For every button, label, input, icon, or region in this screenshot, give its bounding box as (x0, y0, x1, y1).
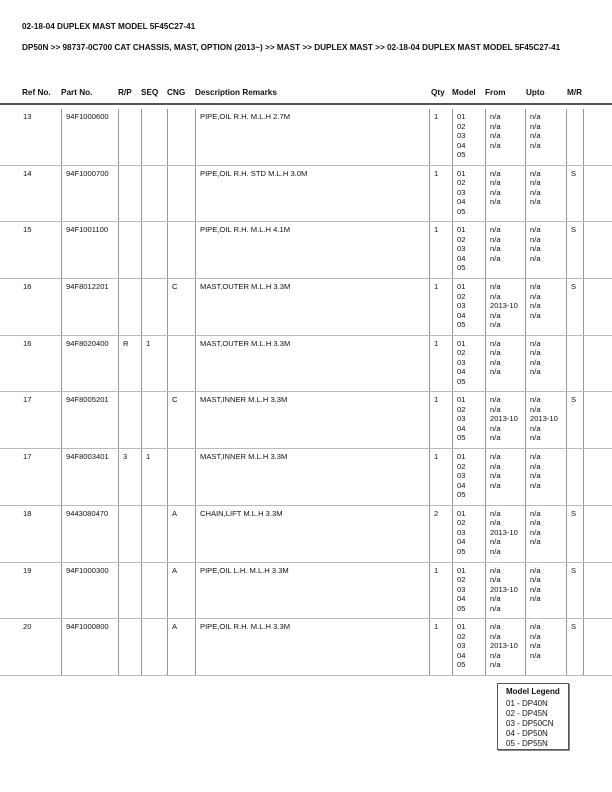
cell-upto-line: n/a (530, 508, 541, 518)
cell-from-line: n/a (490, 178, 501, 188)
cell-mr: S (566, 222, 584, 278)
cell-ref: 16 (23, 282, 32, 292)
cell-rp (118, 222, 141, 278)
cell-from-line: n/a (490, 282, 501, 292)
cell-seq: 1 (141, 449, 167, 505)
table-row (0, 166, 612, 223)
cell-model-line: 05 (457, 490, 466, 500)
cell-part: 94F1000800 (61, 619, 118, 675)
table-row (0, 279, 612, 336)
cell-model (452, 279, 485, 335)
cell-model-line: 03 (457, 301, 466, 311)
cell-upto-line: n/a (530, 310, 541, 320)
cell-from (485, 506, 525, 562)
cell-from (485, 222, 525, 278)
cell-part: 94F1000300 (61, 563, 118, 619)
cell-model-line: 02 (457, 121, 466, 131)
cell-model-line: 03 (457, 414, 466, 424)
cell-from-line: n/a (490, 253, 501, 263)
cell-desc: PIPE,OIL R.H. M.L.H 2.7M (195, 109, 428, 165)
cell-cng (167, 222, 195, 278)
cell-upto-line: n/a (530, 641, 541, 651)
cell-ref: 20 (23, 622, 32, 632)
cell-model-line: 01 (457, 452, 466, 462)
cell-from-line: n/a (490, 168, 501, 178)
cell-seq (141, 506, 167, 562)
cell-model-line: 03 (457, 641, 466, 651)
cell-upto-line: n/a (530, 423, 541, 433)
legend-title: Model Legend (506, 687, 560, 696)
cell-model-line: 05 (457, 546, 466, 556)
cell-seq (141, 392, 167, 448)
cell-upto-line: n/a (530, 291, 541, 301)
cell-from-line: n/a (490, 660, 501, 670)
cell-from-line: n/a (490, 537, 501, 547)
cell-mr: S (566, 506, 584, 562)
header-rp: R/P (118, 88, 132, 97)
cell-from-line: n/a (490, 594, 501, 603)
cell-model-line: 03 (457, 244, 466, 254)
cell-upto-line: n/a (530, 433, 541, 443)
cell-from (485, 619, 525, 675)
cell-model-line: 05 (457, 433, 466, 443)
cell-model (452, 109, 485, 165)
legend-item: 04 - DP50N (506, 729, 548, 738)
cell-from-line: n/a (490, 395, 501, 405)
cell-part: 94F8003401 (61, 449, 118, 505)
cell-qty: 1 (429, 563, 452, 619)
table-row (0, 222, 612, 279)
cell-upto-line: n/a (530, 575, 541, 584)
cell-upto-line: n/a (530, 631, 541, 641)
cell-mr (566, 336, 584, 392)
cell-cng (167, 449, 195, 505)
cell-model-line: 05 (457, 376, 466, 386)
cell-qty: 2 (429, 506, 452, 562)
cell-upto-line: n/a (530, 244, 541, 254)
cell-from-line: n/a (490, 112, 501, 121)
cell-model-line: 05 (457, 150, 466, 159)
cell-model-line: 04 (457, 537, 466, 547)
cell-ref: 16 (23, 338, 32, 348)
cell-rp (118, 109, 141, 165)
cell-from-line: n/a (490, 433, 501, 443)
cell-from-line: 2013-10 (490, 641, 518, 651)
cell-cng: C (167, 279, 195, 335)
cell-cng: A (167, 619, 195, 675)
cell-cng: A (167, 506, 195, 562)
cell-upto-line: n/a (530, 584, 541, 594)
cell-upto-line: n/a (530, 395, 541, 405)
cell-upto-line: n/a (530, 527, 541, 537)
cell-ref: 14 (23, 168, 32, 178)
cell-from-line: n/a (490, 338, 501, 348)
cell-from-line: n/a (490, 197, 501, 207)
cell-upto-line: n/a (530, 367, 541, 377)
cell-from-line: n/a (490, 320, 501, 330)
header-from: From (485, 88, 506, 97)
cell-mr (566, 109, 584, 165)
model-legend (497, 683, 569, 750)
cell-part: 94F1000600 (61, 109, 118, 165)
cell-part: 94F1001100 (61, 222, 118, 278)
cell-from (485, 563, 525, 619)
cell-ref: 17 (23, 452, 32, 462)
cell-from-line: n/a (490, 508, 501, 518)
cell-from-line: n/a (490, 225, 501, 235)
cell-model-line: 01 (457, 395, 466, 405)
cell-upto-line: n/a (530, 338, 541, 348)
cell-upto-line: n/a (530, 650, 541, 660)
cell-model-line: 02 (457, 404, 466, 414)
cell-upto-line: n/a (530, 348, 541, 358)
cell-model (452, 166, 485, 222)
cell-upto (525, 279, 566, 335)
cell-from-line: n/a (490, 348, 501, 358)
cell-desc: PIPE,OIL R.H. M.L.H 4.1M (195, 222, 428, 278)
legend-item: 02 - DP45N (506, 709, 548, 718)
cell-seq (141, 222, 167, 278)
cell-upto-line: n/a (530, 301, 541, 311)
cell-upto (525, 563, 566, 619)
cell-from (485, 279, 525, 335)
cell-upto-line: n/a (530, 518, 541, 528)
cell-model-line: 02 (457, 178, 466, 188)
cell-upto-line: n/a (530, 140, 541, 150)
cell-qty: 1 (429, 449, 452, 505)
cell-from (485, 109, 525, 165)
cell-model (452, 449, 485, 505)
header-upto: Upto (526, 88, 545, 97)
cell-qty: 1 (429, 166, 452, 222)
table-row (0, 392, 612, 449)
legend-item: 05 - DP55N (506, 739, 548, 748)
cell-model-line: 01 (457, 282, 466, 292)
cell-model-line: 02 (457, 234, 466, 244)
cell-from-line: n/a (490, 650, 501, 660)
cell-model-line: 04 (457, 310, 466, 320)
cell-model-line: 05 (457, 206, 466, 216)
cell-mr: S (566, 392, 584, 448)
cell-upto-line: n/a (530, 452, 541, 462)
cell-model-line: 02 (457, 518, 466, 528)
cell-from-line: n/a (490, 367, 501, 377)
cell-from-line: n/a (490, 565, 501, 575)
cell-cng: C (167, 392, 195, 448)
cell-upto-line: n/a (530, 121, 541, 131)
cell-model-line: 01 (457, 565, 466, 575)
cell-model (452, 222, 485, 278)
cell-model-line: 03 (457, 471, 466, 481)
cell-cng (167, 109, 195, 165)
cell-cng: A (167, 563, 195, 619)
cell-desc: PIPE,OIL R.H. M.L.H 3.3M (195, 619, 428, 675)
header-qty: Qty (431, 88, 445, 97)
cell-model-line: 02 (457, 631, 466, 641)
cell-upto-line: n/a (530, 480, 541, 490)
cell-from-line: n/a (490, 622, 501, 632)
cell-seq: 1 (141, 336, 167, 392)
table-row (0, 619, 612, 676)
cell-model-line: 03 (457, 131, 466, 140)
cell-desc: MAST,OUTER M.L.H 3.3M (195, 336, 428, 392)
cell-from-line: n/a (490, 131, 501, 140)
cell-part: 94F8005201 (61, 392, 118, 448)
cell-mr: S (566, 619, 584, 675)
cell-desc: PIPE,OIL L.H. M.L.H 3.3M (195, 563, 428, 619)
cell-model-line: 02 (457, 348, 466, 358)
cell-from (485, 449, 525, 505)
cell-seq (141, 619, 167, 675)
cell-seq (141, 109, 167, 165)
cell-qty: 1 (429, 619, 452, 675)
cell-model-line: 01 (457, 622, 466, 632)
cell-upto (525, 506, 566, 562)
cell-from-line: n/a (490, 518, 501, 528)
cell-from-line: n/a (490, 480, 501, 490)
cell-qty: 1 (429, 222, 452, 278)
cell-model (452, 506, 485, 562)
cell-part: 9443080470 (61, 506, 118, 562)
cell-model-line: 04 (457, 253, 466, 263)
cell-from-line: n/a (490, 357, 501, 367)
cell-from-line: n/a (490, 187, 501, 197)
cell-upto (525, 109, 566, 165)
header-cng: CNG (167, 88, 186, 97)
cell-model-line: 04 (457, 197, 466, 207)
cell-cng (167, 336, 195, 392)
header-mr: M/R (567, 88, 583, 97)
cell-model-line: 05 (457, 263, 466, 273)
cell-from-line: n/a (490, 546, 501, 556)
cell-model-line: 03 (457, 527, 466, 537)
cell-desc: MAST,INNER M.L.H 3.3M (195, 392, 428, 448)
cell-upto-line: n/a (530, 461, 541, 471)
cell-from-line: n/a (490, 121, 501, 131)
cell-upto-line: n/a (530, 253, 541, 263)
cell-upto-line: 2013-10 (530, 414, 558, 424)
cell-from-line: n/a (490, 234, 501, 244)
cell-model-line: 02 (457, 461, 466, 471)
page-title: 02-18-04 DUPLEX MAST MODEL 5F45C27-41 (22, 22, 196, 31)
header-divider (0, 103, 612, 105)
cell-part: 94F8020400 (61, 336, 118, 392)
cell-upto-line: n/a (530, 357, 541, 367)
cell-from-line: n/a (490, 291, 501, 301)
cell-model-line: 04 (457, 140, 466, 150)
cell-from-line: 2013-10 (490, 301, 518, 311)
cell-part: 94F1000700 (61, 166, 118, 222)
cell-model (452, 619, 485, 675)
cell-model-line: 04 (457, 650, 466, 660)
cell-qty: 1 (429, 392, 452, 448)
cell-mr: S (566, 166, 584, 222)
cell-upto-line: n/a (530, 565, 541, 575)
cell-desc: PIPE,OIL R.H. STD M.L.H 3.0M (195, 166, 428, 222)
cell-upto-line: n/a (530, 594, 541, 603)
breadcrumb: DP50N >> 98737-0C700 CAT CHASSIS, MAST, OPTION (2013~) >> MAST >> DUPLEX MAST >> 02-18-04 DUPLEX MAST MODEL 5F45C27-41 (22, 43, 561, 52)
cell-model (452, 336, 485, 392)
cell-from (485, 166, 525, 222)
cell-model (452, 563, 485, 619)
legend-item: 03 - DP50CN (506, 719, 554, 728)
cell-cng (167, 166, 195, 222)
cell-model-line: 03 (457, 584, 466, 594)
cell-model-line: 01 (457, 168, 466, 178)
cell-upto-line: n/a (530, 131, 541, 140)
cell-qty: 1 (429, 279, 452, 335)
cell-mr: S (566, 563, 584, 619)
cell-model-line: 03 (457, 187, 466, 197)
cell-upto-line: n/a (530, 282, 541, 292)
cell-part: 94F8012201 (61, 279, 118, 335)
cell-ref: 19 (23, 565, 32, 575)
cell-from-line: n/a (490, 404, 501, 414)
cell-upto-line: n/a (530, 537, 541, 547)
cell-upto-line: n/a (530, 622, 541, 632)
cell-upto-line: n/a (530, 471, 541, 481)
cell-from-line: n/a (490, 423, 501, 433)
header-part: Part No. (61, 88, 93, 97)
cell-mr (566, 449, 584, 505)
header-seq: SEQ (141, 88, 159, 97)
cell-from (485, 336, 525, 392)
cell-mr: S (566, 279, 584, 335)
cell-rp (118, 619, 141, 675)
cell-model-line: 05 (457, 603, 466, 613)
cell-seq (141, 279, 167, 335)
cell-model-line: 01 (457, 112, 466, 121)
cell-upto-line: n/a (530, 187, 541, 197)
cell-desc: MAST,INNER M.L.H 3.3M (195, 449, 428, 505)
cell-model-line: 04 (457, 480, 466, 490)
cell-model-line: 05 (457, 320, 466, 330)
cell-ref: 17 (23, 395, 32, 405)
table-row (0, 449, 612, 506)
cell-from-line: 2013-10 (490, 584, 518, 594)
cell-upto (525, 222, 566, 278)
cell-seq (141, 166, 167, 222)
cell-upto (525, 392, 566, 448)
cell-from (485, 392, 525, 448)
cell-upto-line: n/a (530, 225, 541, 235)
cell-ref: 13 (23, 112, 32, 121)
header-ref: Ref No. (22, 88, 51, 97)
cell-from-line: n/a (490, 631, 501, 641)
cell-model (452, 392, 485, 448)
cell-upto (525, 336, 566, 392)
cell-model-line: 01 (457, 225, 466, 235)
table-row (0, 563, 612, 620)
cell-upto (525, 619, 566, 675)
cell-model-line: 04 (457, 423, 466, 433)
cell-from-line: 2013-10 (490, 527, 518, 537)
cell-model-line: 05 (457, 660, 466, 670)
cell-model-line: 01 (457, 338, 466, 348)
cell-upto-line: n/a (530, 178, 541, 188)
cell-desc: MAST,OUTER M.L.H 3.3M (195, 279, 428, 335)
cell-model-line: 03 (457, 357, 466, 367)
table-row (0, 336, 612, 393)
cell-upto-line: n/a (530, 197, 541, 207)
cell-rp (118, 392, 141, 448)
cell-model-line: 04 (457, 594, 466, 603)
cell-rp: R (118, 336, 141, 392)
cell-from-line: n/a (490, 310, 501, 320)
cell-desc: CHAIN,LIFT M.L.H 3.3M (195, 506, 428, 562)
cell-upto-line: n/a (530, 168, 541, 178)
cell-from-line: n/a (490, 452, 501, 462)
legend-item: 01 - DP40N (506, 699, 548, 708)
parts-table (0, 109, 612, 676)
cell-seq (141, 563, 167, 619)
cell-from-line: n/a (490, 140, 501, 150)
cell-ref: 18 (23, 508, 32, 518)
cell-upto (525, 166, 566, 222)
cell-from-line: n/a (490, 461, 501, 471)
cell-upto-line: n/a (530, 234, 541, 244)
cell-rp (118, 166, 141, 222)
cell-qty: 1 (429, 336, 452, 392)
cell-model-line: 01 (457, 508, 466, 518)
cell-ref: 15 (23, 225, 32, 235)
cell-rp (118, 279, 141, 335)
cell-upto-line: n/a (530, 112, 541, 121)
cell-rp: 3 (118, 449, 141, 505)
cell-from-line: n/a (490, 471, 501, 481)
header-model: Model (452, 88, 476, 97)
cell-from-line: n/a (490, 244, 501, 254)
cell-model-line: 02 (457, 291, 466, 301)
cell-model-line: 04 (457, 367, 466, 377)
cell-from-line: 2013-10 (490, 414, 518, 424)
cell-rp (118, 506, 141, 562)
header-desc: Description Remarks (195, 88, 277, 97)
cell-qty: 1 (429, 109, 452, 165)
cell-rp (118, 563, 141, 619)
cell-from-line: n/a (490, 575, 501, 584)
table-row (0, 109, 612, 166)
table-row (0, 506, 612, 563)
cell-upto (525, 449, 566, 505)
cell-from-line: n/a (490, 603, 501, 613)
cell-upto-line: n/a (530, 404, 541, 414)
cell-model-line: 02 (457, 575, 466, 584)
